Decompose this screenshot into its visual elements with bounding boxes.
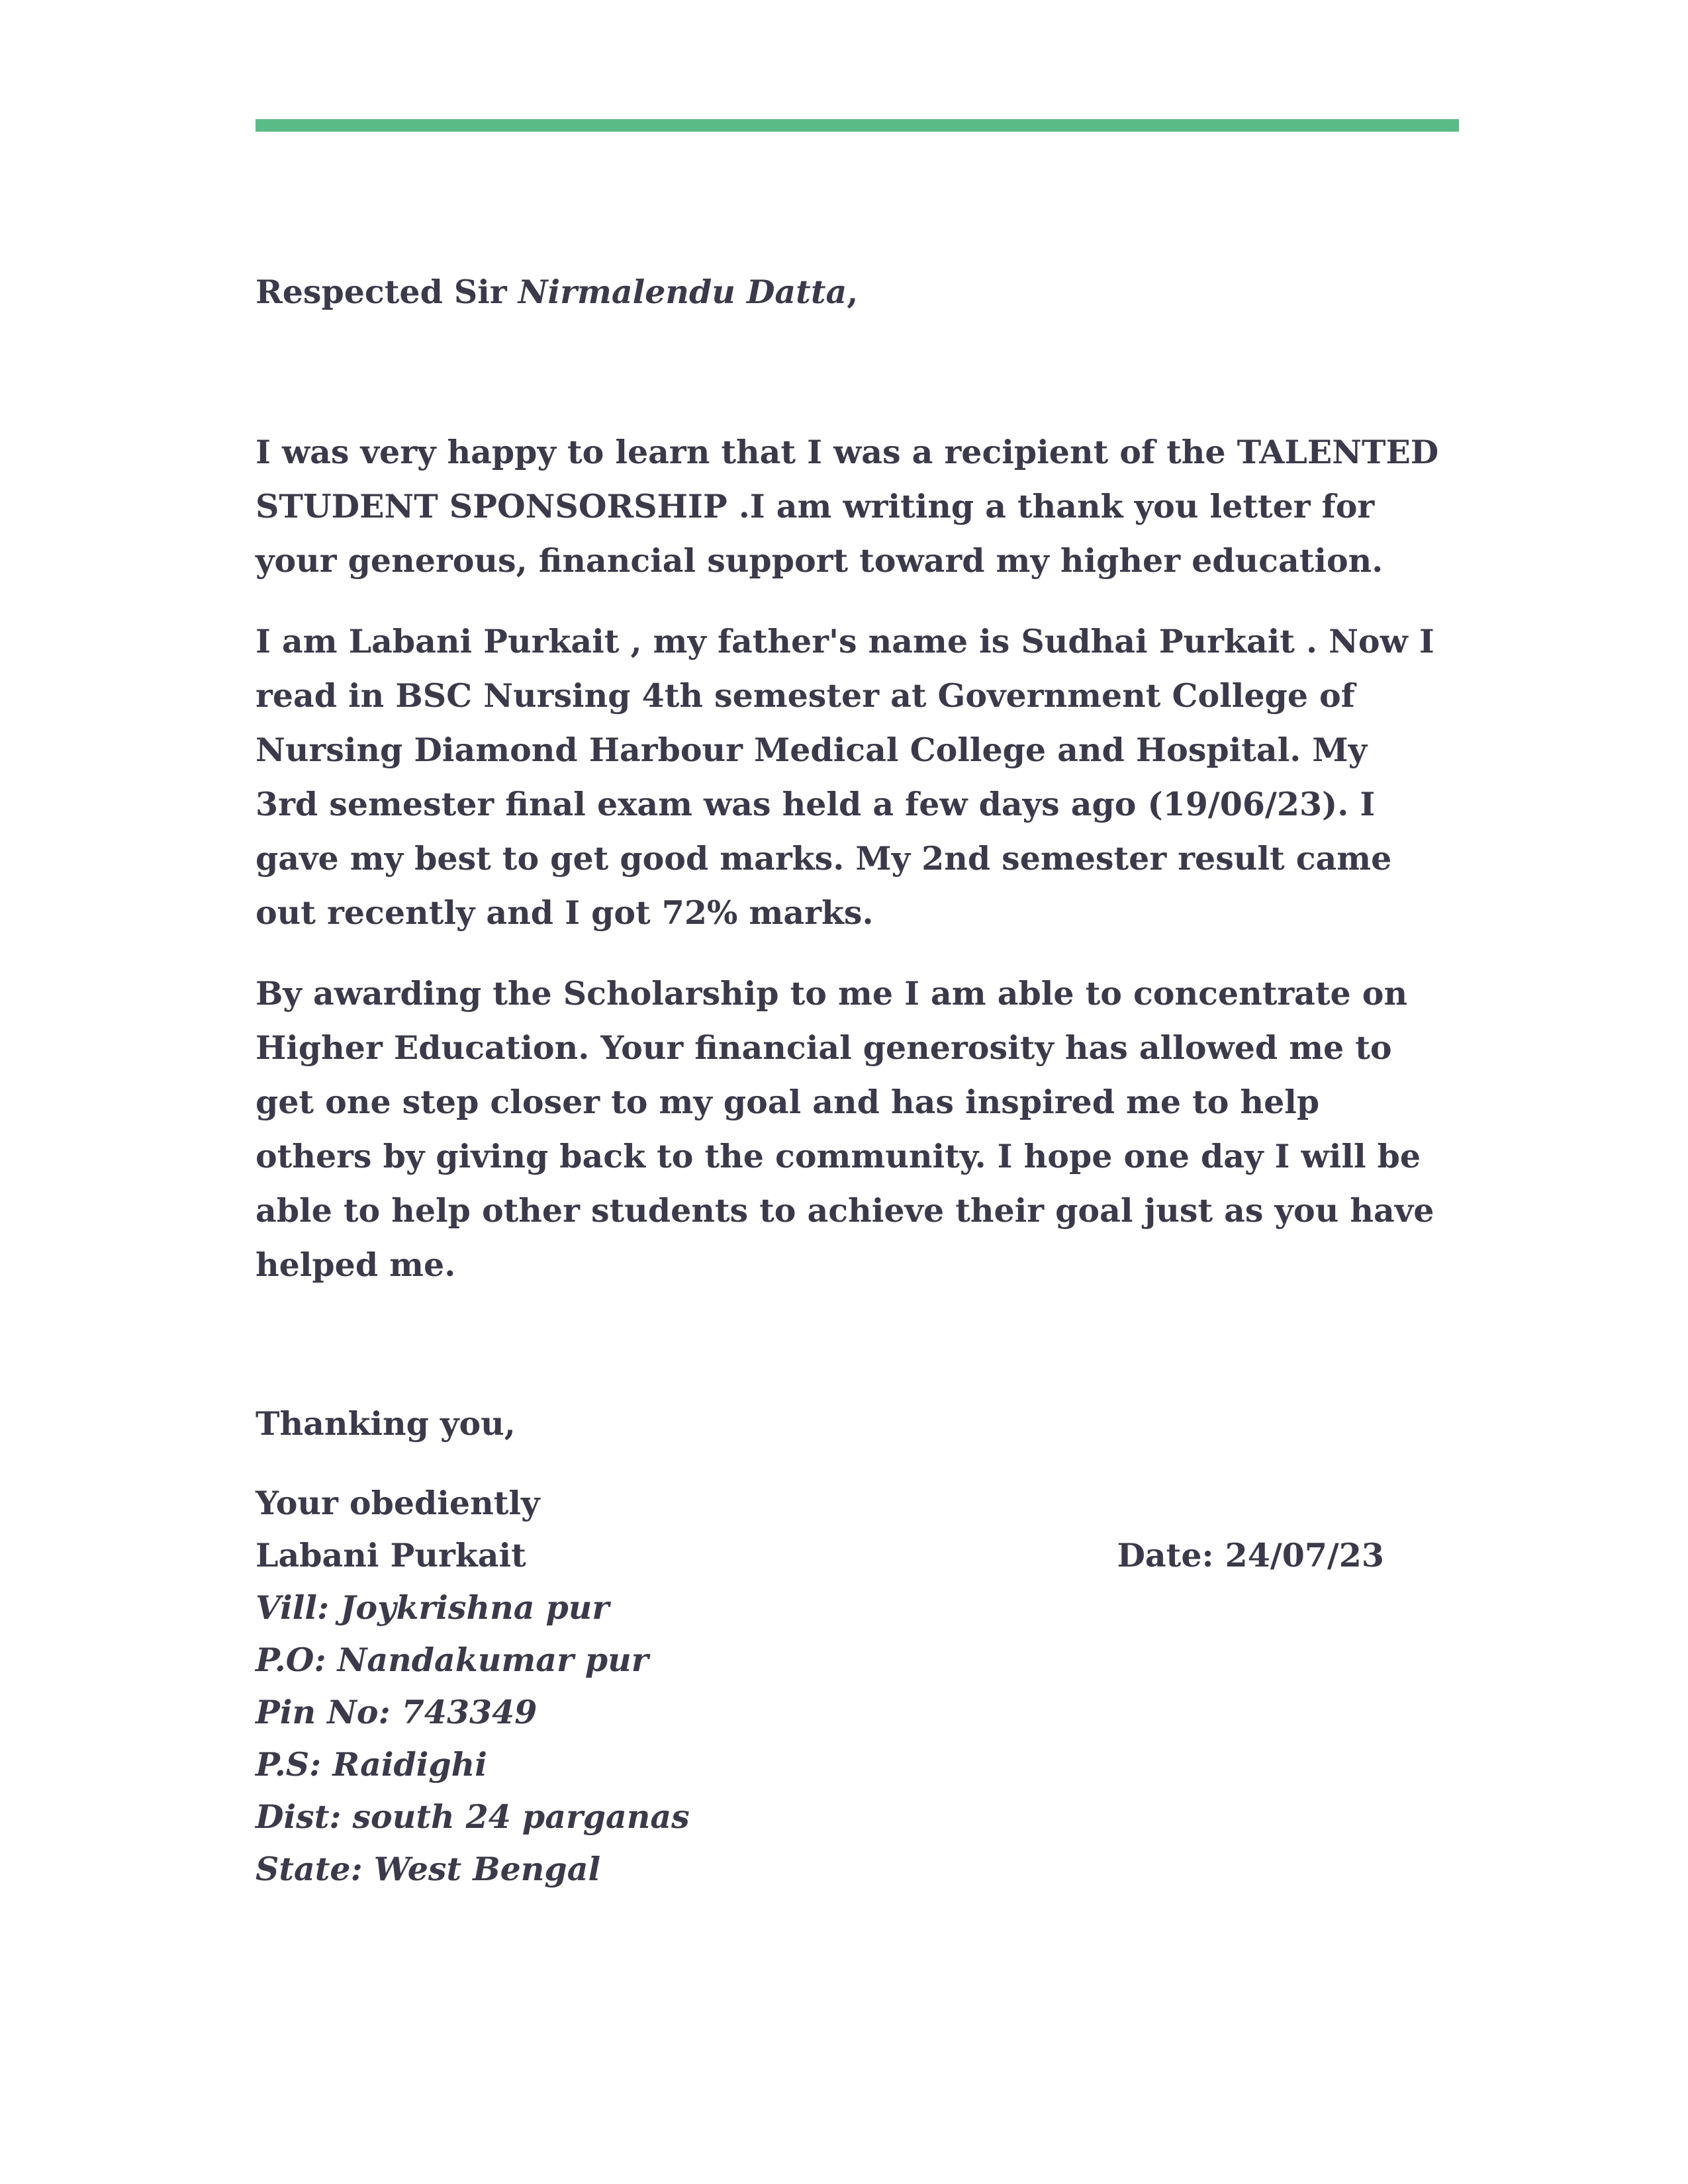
address-district: Dist: south 24 parganas: [256, 1797, 690, 1836]
address-post-office: P.O: Nandakumar pur: [256, 1641, 649, 1679]
header-accent-rule: [256, 119, 1459, 132]
salutation-prefix: Respected Sir: [256, 273, 518, 311]
salutation-suffix: ,: [847, 273, 859, 311]
valediction: Your obediently: [256, 1484, 540, 1522]
paragraph-3: By awarding the Scholarship to me I am able to concentrate on Higher Education. Your financial generosity has allowed me to get one step closer to my goal and has inspired me to help others by giving back to the community. I hope one day I will be able to help other students to achieve their goal just as you have helped me.: [256, 974, 1434, 1284]
address-pin: Pin No: 743349: [256, 1693, 538, 1731]
paragraph-1: I was very happy to learn that I was a recipient of the TALENTED STUDENT SPONSORSHIP .I am writing a thank you letter for your generous, financial support toward my higher education.: [256, 433, 1439, 580]
address-state: State: West Bengal: [256, 1850, 601, 1888]
closing-line: Thanking you,: [256, 1404, 516, 1443]
salutation: [256, 265, 1440, 319]
sender-name: Labani Purkait: [256, 1536, 526, 1574]
name-date-row: [256, 1529, 1384, 1582]
recipient-name: Nirmalendu Datta: [518, 273, 847, 311]
letter-date: Date: 24/07/23: [1117, 1536, 1384, 1574]
paragraph-2: I am Labani Purkait , my father's name is Sudhai Purkait . Now I read in BSC Nursing 4th semester at Government College of Nursing Diamond Harbour Medical College and Hospital. My 3rd semester final exam was held a few days ago (19/06/23). I gave my best to get good marks. My 2nd semester result came out recently and I got 72% marks.: [256, 622, 1434, 932]
signature-block: [256, 1477, 1440, 1895]
address-village: Vill: Joykrishna pur: [256, 1588, 610, 1627]
letter-body: [256, 265, 1440, 1895]
address-police-station: P.S: Raidighi: [256, 1745, 487, 1784]
